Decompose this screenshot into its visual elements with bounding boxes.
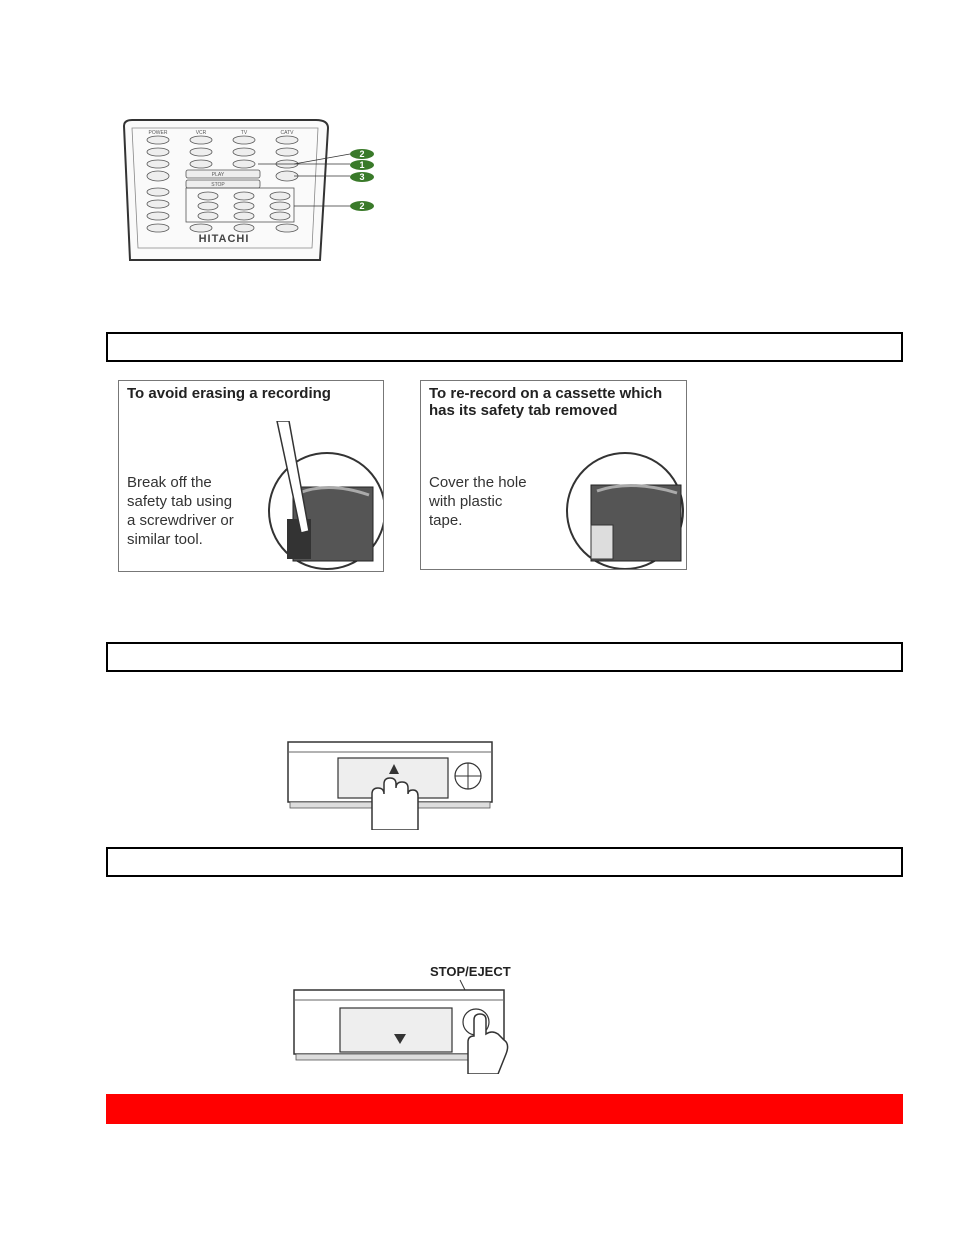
- safety-tab-panel-left: [118, 380, 384, 572]
- panel-left-title: To avoid erasing a recording: [127, 385, 331, 402]
- remote-button-vcr: VCR: [195, 130, 207, 136]
- remote-brand-logo: HITACHI: [198, 233, 250, 245]
- taped-cassette-illustration: [551, 425, 687, 570]
- panel-right-title: To re-record on a cassette which has its safety tab removed: [429, 385, 663, 419]
- safety-tab-panel-right: [420, 380, 687, 570]
- svg-text:1: 1: [359, 160, 365, 170]
- stop-eject-label: STOP/EJECT: [430, 964, 511, 979]
- svg-text:2: 2: [359, 201, 365, 211]
- remote-button-power: POWER: [148, 130, 168, 136]
- section-header-bar-1: [106, 332, 903, 362]
- section-header-bar-2: [106, 642, 903, 672]
- bottom-red-bar: [106, 1094, 903, 1124]
- callout-badge-1: [350, 149, 374, 159]
- remote-button-catv: CATV: [280, 130, 294, 136]
- section-header-bar-3: [106, 847, 903, 877]
- callout-badge-3: [350, 172, 374, 182]
- callout-badge-2: [350, 160, 374, 170]
- remote-button-play: PLAY: [211, 172, 225, 178]
- vcr-eject-illustration: [292, 978, 522, 1074]
- screwdriver-cassette-illustration: [249, 421, 384, 571]
- panel-right-body: Cover the hole with plastic tape.: [429, 474, 527, 529]
- svg-text:3: 3: [359, 172, 365, 182]
- vcr-insert-cassette-illustration: [286, 738, 496, 830]
- panel-left-body: Break off the safety tab using a screwdriver or similar tool.: [127, 474, 234, 548]
- callout-badge-4: [350, 201, 374, 211]
- remote-button-tv: TV: [240, 130, 248, 136]
- svg-text:2: 2: [359, 149, 365, 159]
- remote-control-illustration: [118, 118, 388, 268]
- remote-button-stop: STOP: [211, 182, 225, 188]
